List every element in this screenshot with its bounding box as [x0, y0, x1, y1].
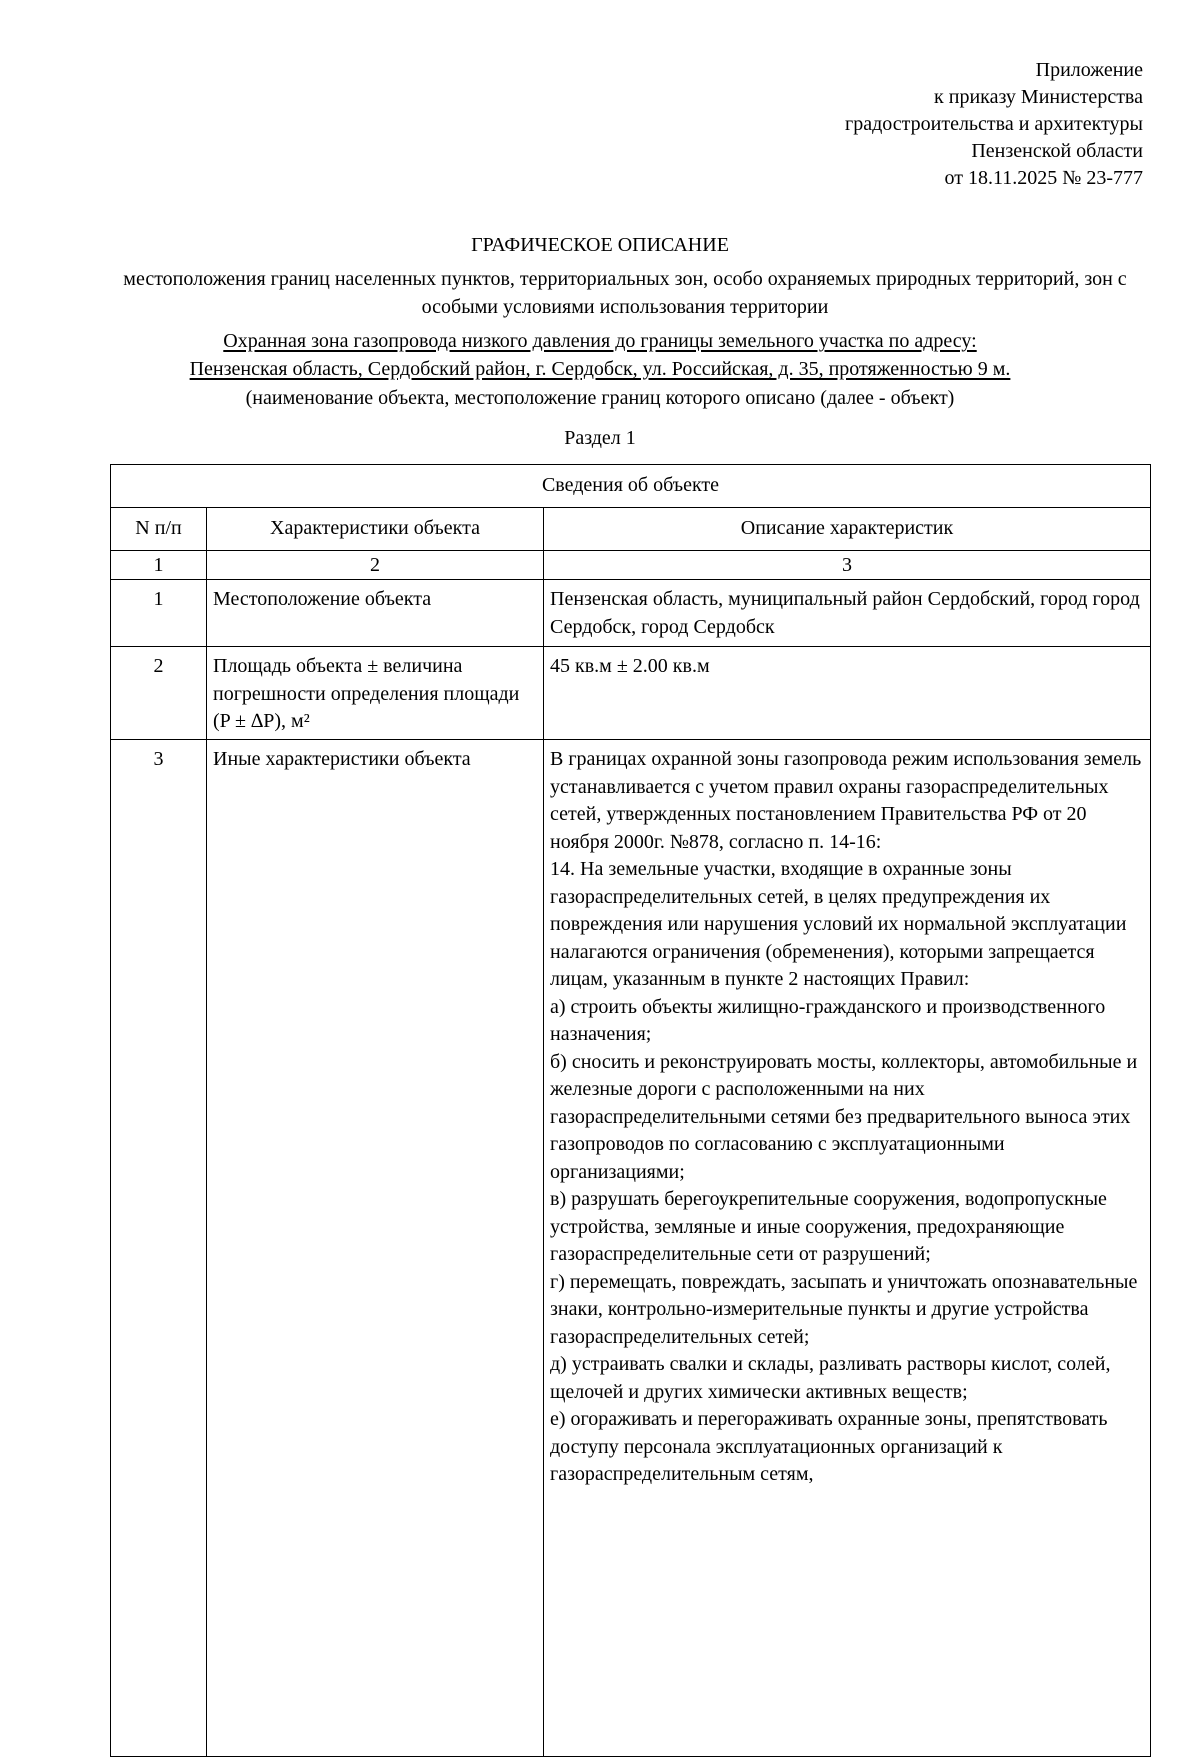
appendix-line: к приказу Министерства — [934, 86, 1143, 108]
description-paragraph: 14. На земельные участки, входящие в охранные зоны газораспределительных сетей, в целях предупреждения их повреждения или нарушения условий их нормальной эксплуатации налагаются ограничения (обременения), которыми запрещается лицам, указанным в пункте 2 настоящих Правил: — [550, 858, 1127, 990]
column-header: Характеристики объекта — [207, 508, 544, 551]
object-name-line: Пензенская область, Сердобский район, г. Сердобск, ул. Российская, д. 35, протяженностью 9 м. — [189, 358, 1011, 380]
column-header: N п/п — [111, 508, 207, 551]
description-paragraph: б) сносить и реконструировать мосты, коллекторы, автомобильные и железные дороги с расположенными на них газораспределительными сетями без предварительного выноса этих газопроводов по согласованию с эксплуатационными организациями; — [550, 1050, 1138, 1183]
row-characteristic: Площадь объекта ± величина погрешности определения площади (P ± ∆P), м² — [207, 647, 544, 740]
document-subtitle: местоположения границ населенных пунктов, территориальных зон, особо охраняемых природных территорий, зон с особыми условиями использования территории — [123, 268, 1127, 318]
object-name-line: Охранная зона газопровода низкого давления до границы земельного участка по адресу: — [223, 330, 977, 352]
appendix-line: Приложение — [1035, 59, 1143, 81]
table-row — [111, 740, 1151, 1757]
table-header-row — [111, 508, 1151, 551]
appendix-date: от 18.11.2025 № 23-777 — [944, 167, 1143, 189]
column-number: 2 — [207, 551, 544, 580]
row-characteristic: Местоположение объекта — [207, 580, 544, 647]
table-row — [111, 580, 1151, 647]
row-number: 1 — [111, 580, 207, 647]
appendix-header — [845, 57, 1143, 192]
description-paragraph: в) разрушать берегоукрепительные сооружения, водопропускные устройства, земляные и иные сооружения, предохраняющие газораспределительные сети от разрушений; — [550, 1188, 1107, 1265]
row-number: 2 — [111, 647, 207, 740]
table-caption: Сведения об объекте — [111, 465, 1151, 508]
description-paragraph: Пензенская область, муниципальный район Сердобский, город город Сердобск, город Сердобск — [550, 588, 1140, 638]
table-row — [111, 647, 1151, 740]
description-paragraph: а) строить объекты жилищно-гражданского и производственного назначения; — [550, 995, 1106, 1045]
appendix-line: градостроительства и архитектуры — [845, 113, 1143, 135]
row-description — [544, 580, 1151, 647]
object-name-caption: (наименование объекта, местоположение границ которого описано (далее - объект) — [245, 387, 955, 409]
row-characteristic: Иные характеристики объекта — [207, 740, 544, 1757]
object-name — [0, 327, 1200, 383]
description-paragraph: д) устраивать свалки и склады, разливать растворы кислот, солей, щелочей и других химически активных веществ; — [550, 1353, 1111, 1403]
column-header: Описание характеристик — [544, 508, 1151, 551]
appendix-line: Пензенской области — [971, 140, 1143, 162]
document-title: ГРАФИЧЕСКОЕ ОПИСАНИЕ — [471, 234, 729, 256]
description-paragraph: е) огораживать и перегораживать охранные зоны, препятствовать доступу персонала эксплуатационных организаций к газораспределительным сетям, — [550, 1408, 1108, 1485]
row-number: 3 — [111, 740, 207, 1757]
description-paragraph: г) перемещать, повреждать, засыпать и уничтожать опознавательные знаки, контрольно-измерительные пункты и другие устройства газораспределительных сетей; — [550, 1270, 1138, 1348]
section-label: Раздел 1 — [564, 427, 636, 449]
column-number: 3 — [544, 551, 1151, 580]
object-info-table — [110, 464, 1151, 1757]
description-paragraph: 45 кв.м ± 2.00 кв.м — [550, 655, 710, 677]
column-number-row — [111, 551, 1151, 580]
column-number: 1 — [111, 551, 207, 580]
row-description — [544, 740, 1151, 1757]
row-description — [544, 647, 1151, 740]
table-caption-row — [111, 465, 1151, 508]
description-paragraph: В границах охранной зоны газопровода режим использования земель устанавливается с учетом правил охраны газораспределительных сетей, утвержденных постановлением Правительства РФ от 20 ноября 2000г. №878, согласно п. 14-16: — [550, 748, 1142, 853]
